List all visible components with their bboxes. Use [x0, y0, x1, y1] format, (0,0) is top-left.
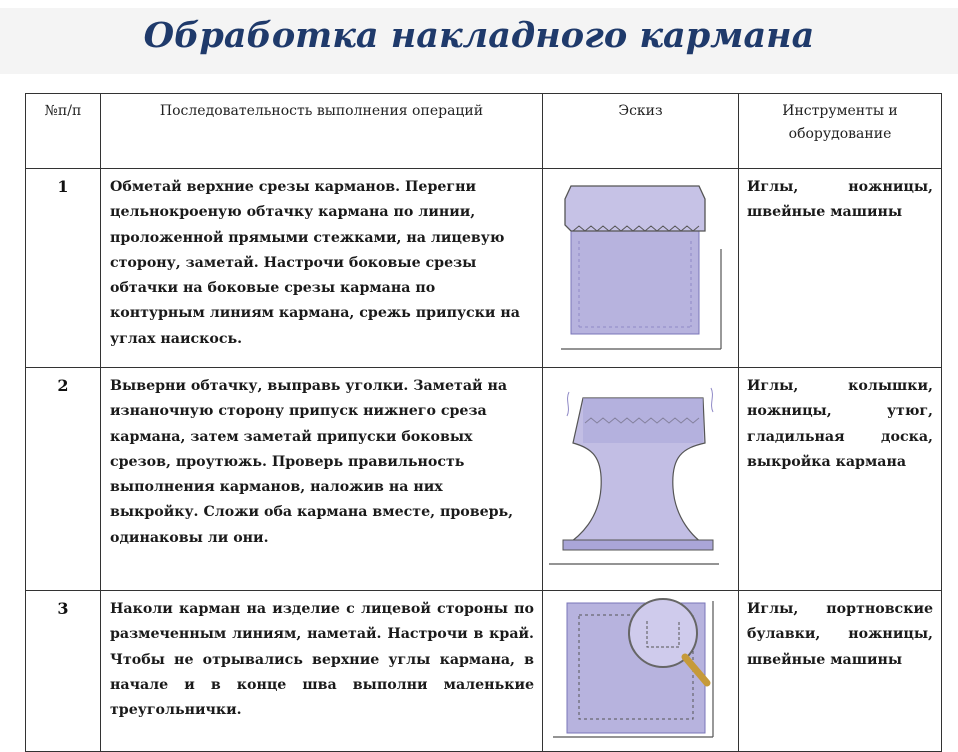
row-description: Выверни обтачку, выправь уголки. Заметай на изнаночную сторону припуск нижнего среза кармана, затем заметай припуски боковых срезов, проутюжь. Проверь правильность выполнения карманов, наложив на них выкройку. Сложи оба кармана вместе, проверь, одинаковы ли они.: [101, 368, 543, 591]
sketch-cell: [543, 169, 739, 368]
table-row: [26, 591, 942, 752]
row-tools: Иглы, ножницы, швейные машины: [739, 169, 942, 368]
row-number: 1: [26, 169, 101, 368]
pocket-stitching-sketch: [543, 591, 737, 741]
row-number: 2: [26, 368, 101, 591]
header-sketch: Эскиз: [543, 94, 739, 169]
row-description: Наколи карман на изделие с лицевой стороны по размеченным линиям, наметай. Настрочи в край. Чтобы не отрывались верхние углы кармана, в начале и в конце шва выполни маленькие треугольнички.: [101, 591, 543, 752]
page-title: Обработка накладного кармана: [0, 8, 958, 74]
sketch-cell: [543, 591, 739, 752]
table-header-row: [26, 94, 942, 169]
sketch-cell: [543, 368, 739, 591]
row-tools: [739, 368, 942, 591]
row-description: Обметай верхние срезы карманов. Перегни цельнокроеную обтачку кармана по линии, проложенной прямыми стежками, на лицевую сторону, заметай. Настрочи боковые срезы обтачки на боковые срезы кармана по контурным линиям кармана, срежь припуски на углах наискось.: [101, 169, 543, 368]
table-row: [26, 368, 942, 591]
tools-text: Иглы, колышки, ножницы, утюг, гладильная доска, выкройка кармана: [747, 378, 933, 470]
header-number: №п/п: [26, 94, 101, 169]
header-sequence: Последовательность выполнения операций: [101, 94, 543, 169]
row-number: 3: [26, 591, 101, 752]
operations-table: [25, 93, 942, 752]
pocket-turned-sketch: [543, 368, 737, 578]
table-row: [26, 169, 942, 368]
pocket-facing-sketch: [543, 169, 737, 355]
header-tools: Инструменты и оборудование: [739, 94, 942, 169]
row-tools: Иглы, портновские булавки, ножницы, швейные машины: [739, 591, 942, 752]
